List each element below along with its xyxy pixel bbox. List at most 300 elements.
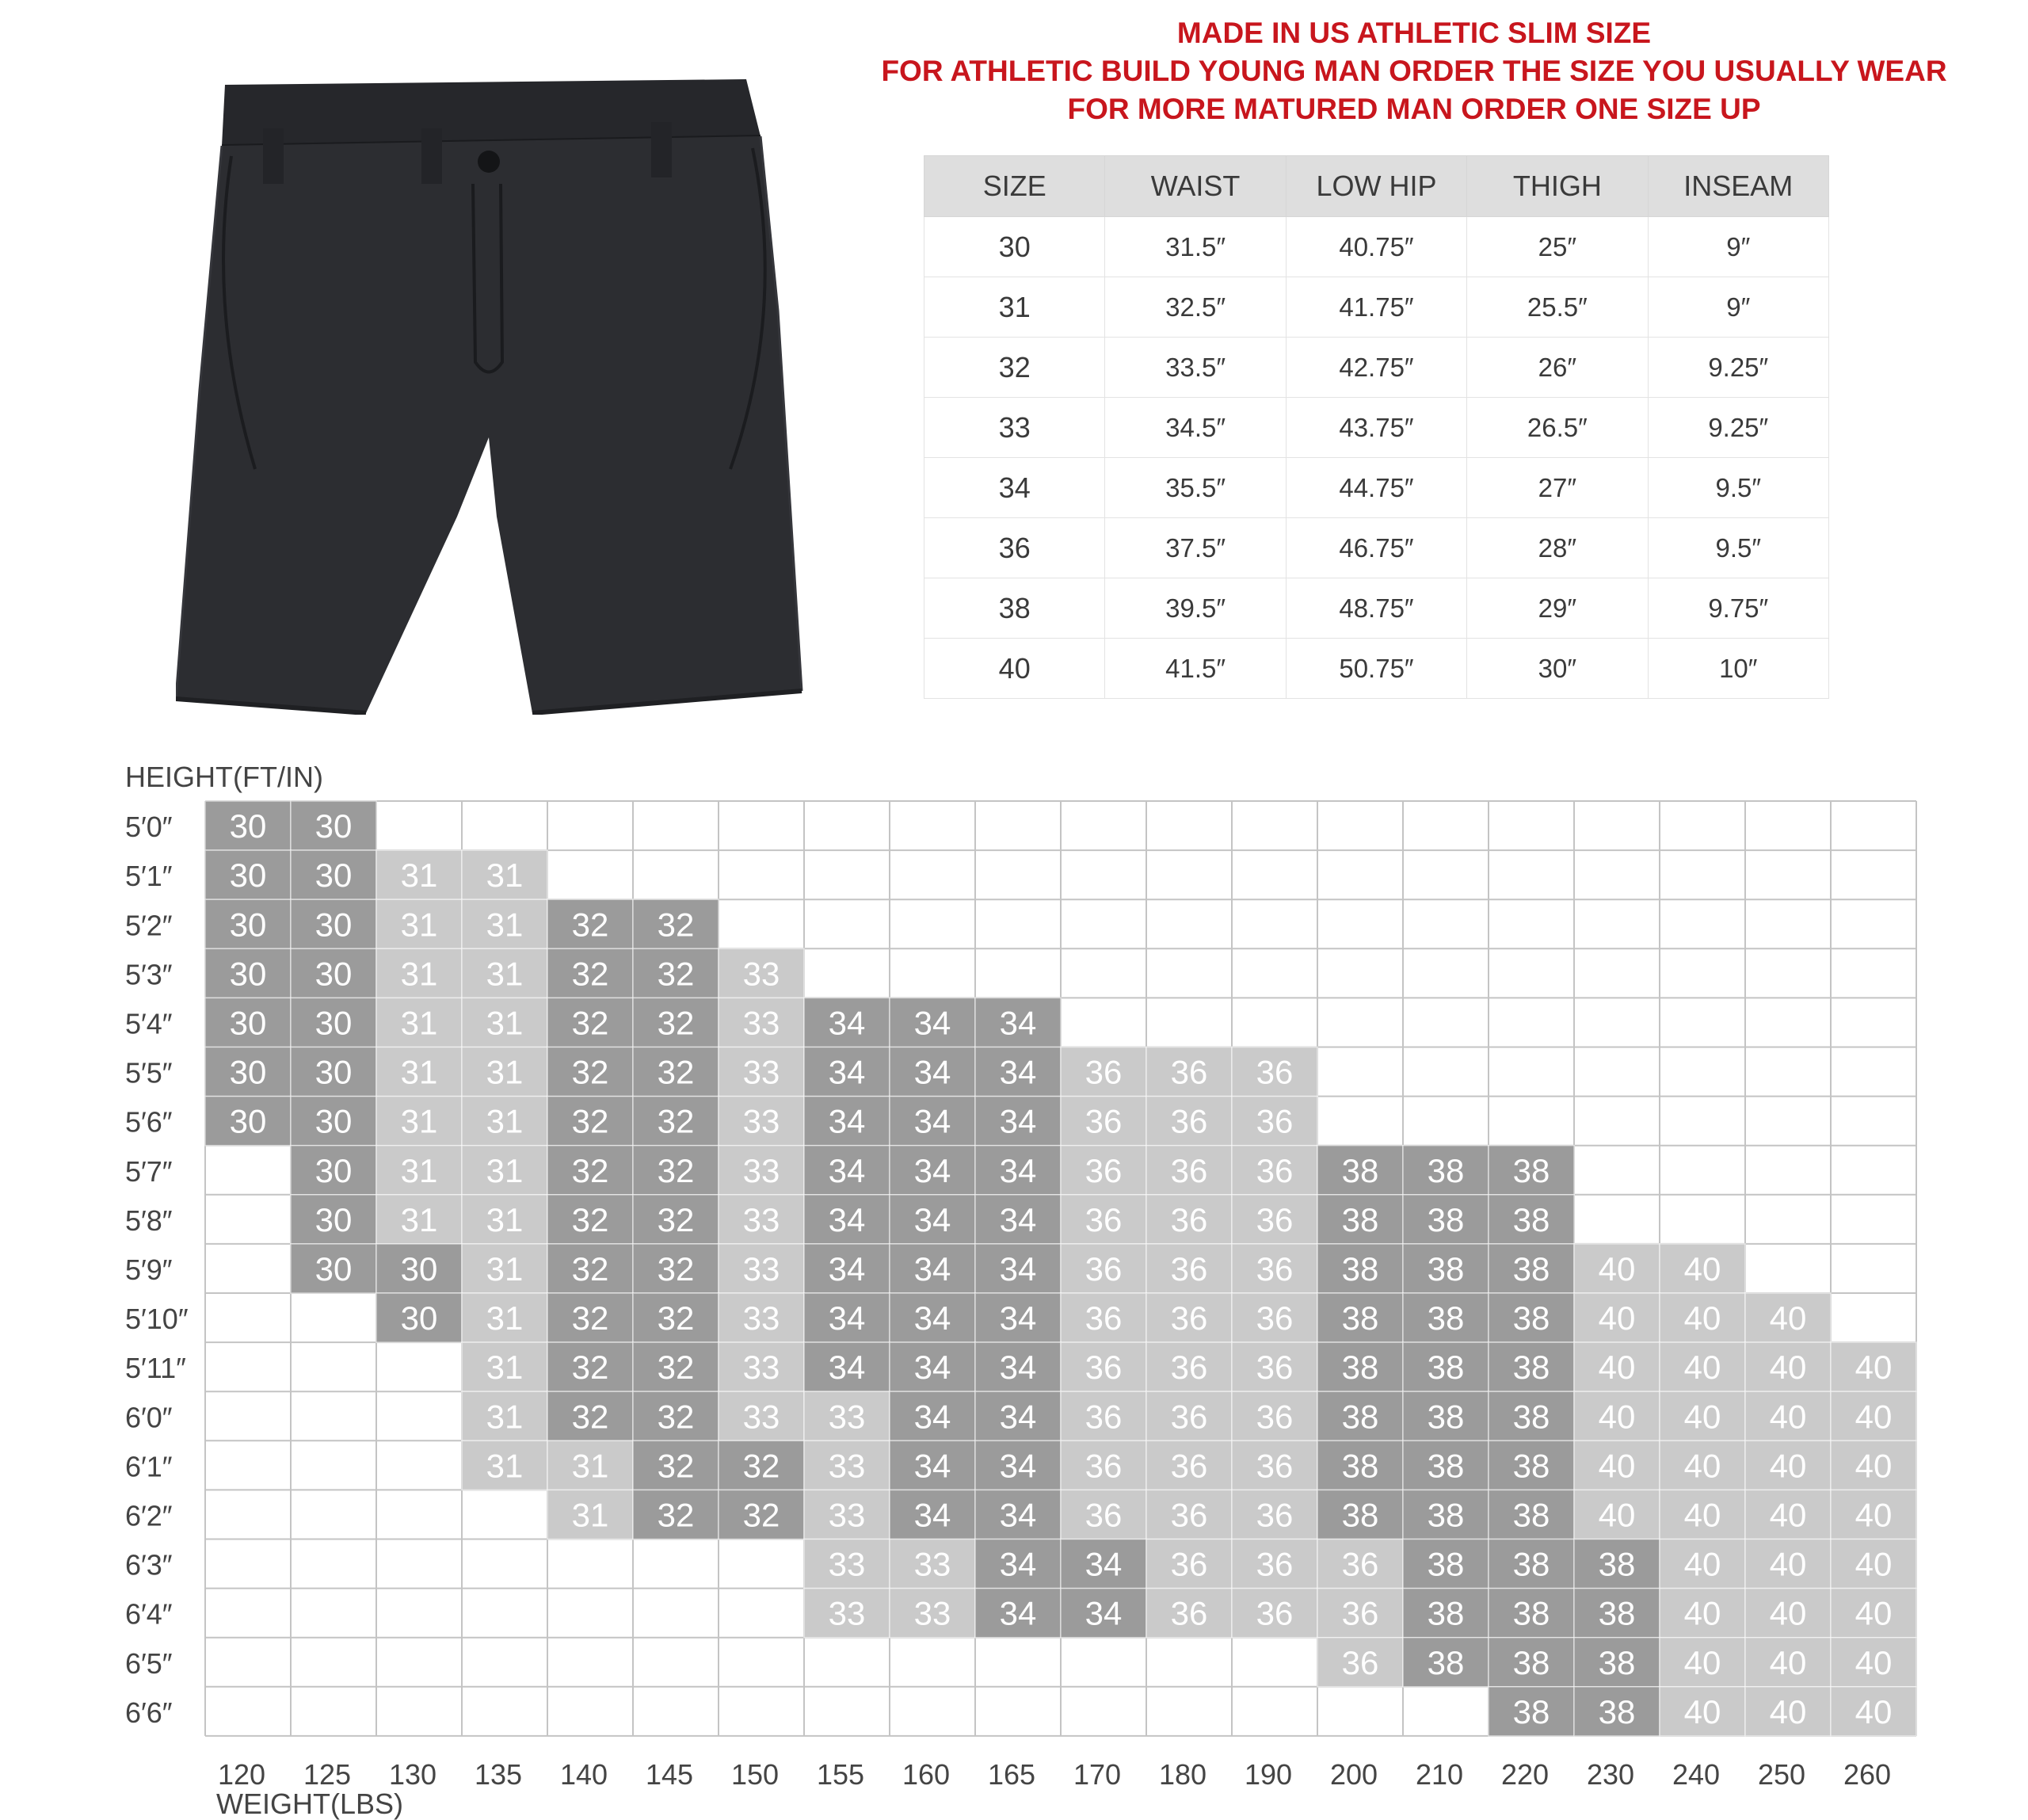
size-cell-label: 32 <box>571 1349 609 1387</box>
size-cell-label: 30 <box>229 1102 267 1140</box>
size-cell-label: 38 <box>1427 1349 1465 1387</box>
size-cell-label: 30 <box>314 1102 353 1140</box>
size-cell-label: 38 <box>1427 1151 1465 1189</box>
size-cell-label: 38 <box>1427 1299 1465 1337</box>
size-cell-label: 31 <box>486 1053 524 1091</box>
size-cell-label: 34 <box>999 1398 1037 1436</box>
size-cell-label: 30 <box>229 1004 267 1042</box>
headline-line-1: MADE IN US ATHLETIC SLIM SIZE <box>1176 17 1652 49</box>
size-cell-label: 38 <box>1427 1398 1465 1436</box>
measurement-cell: 9.5″ <box>1648 518 1828 578</box>
measurement-cell: 10″ <box>1648 639 1828 699</box>
size-cell-label: 40 <box>1683 1349 1721 1387</box>
size-cell-label: 32 <box>571 1151 609 1189</box>
size-cell-label: 34 <box>828 1151 866 1189</box>
y-tick-label: 5′0″ <box>125 811 173 844</box>
size-cell-label: 34 <box>1085 1545 1123 1583</box>
size-cell-label: 34 <box>828 1299 866 1337</box>
size-cell-label: 38 <box>1512 1447 1550 1485</box>
size-cell-label: 31 <box>486 1102 524 1140</box>
y-tick-label: 6′0″ <box>125 1401 173 1434</box>
measurement-cell: 40.75″ <box>1286 217 1466 277</box>
measurement-cell: 27″ <box>1467 458 1648 518</box>
measurement-cell: 37.5″ <box>1105 518 1286 578</box>
size-cell-label: 38 <box>1341 1447 1379 1485</box>
size-cell-label: 36 <box>1256 1102 1294 1140</box>
size-cell-label: 38 <box>1512 1692 1550 1730</box>
size-cell-label: 38 <box>1512 1496 1550 1534</box>
size-cell-label: 38 <box>1512 1250 1550 1288</box>
size-cell-label: 36 <box>1085 1250 1123 1288</box>
size-cell-label: 33 <box>742 1250 780 1288</box>
size-cell: 38 <box>924 578 1105 639</box>
size-cell-label: 30 <box>314 1004 353 1042</box>
col-header-size: SIZE <box>924 156 1105 217</box>
size-cell-label: 36 <box>1170 1151 1208 1189</box>
size-cell-label: 31 <box>400 1004 438 1042</box>
x-tick-label: 155 <box>816 1758 865 1791</box>
size-cell-label: 34 <box>999 1299 1037 1337</box>
size-cell-label: 31 <box>400 857 438 895</box>
size-cell-label: 34 <box>913 1447 951 1485</box>
size-cell-label: 36 <box>1256 1250 1294 1288</box>
size-cell-label: 30 <box>314 955 353 993</box>
size-cell-label: 32 <box>657 955 695 993</box>
size-cell-label: 36 <box>1085 1299 1123 1337</box>
size-cell-label: 36 <box>1170 1594 1208 1632</box>
size-cell-label: 40 <box>1598 1250 1636 1288</box>
size-cell-label: 38 <box>1512 1594 1550 1632</box>
size-cell-label: 34 <box>913 1151 951 1189</box>
size-cell-label: 34 <box>913 1053 951 1091</box>
size-cell-label: 36 <box>1085 1200 1123 1238</box>
size-cell-label: 38 <box>1427 1545 1465 1583</box>
size-cell: 30 <box>924 217 1105 277</box>
x-axis-ticks <box>218 1758 1891 1791</box>
col-header-waist: WAIST <box>1105 156 1286 217</box>
size-cell-label: 30 <box>314 857 353 895</box>
size-cell-label: 40 <box>1769 1594 1807 1632</box>
size-cell-label: 38 <box>1427 1250 1465 1288</box>
size-cell-label: 34 <box>999 1545 1037 1583</box>
col-header-inseam: INSEAM <box>1648 156 1828 217</box>
size-cell-label: 38 <box>1427 1643 1465 1681</box>
measurement-cell: 9″ <box>1648 277 1828 338</box>
size-cell-label: 34 <box>999 1250 1037 1288</box>
size-cell-label: 32 <box>571 1200 609 1238</box>
size-cell-label: 30 <box>314 1250 353 1288</box>
measurement-cell: 9.25″ <box>1648 398 1828 458</box>
size-cell-label: 36 <box>1085 1053 1123 1091</box>
size-cell-label: 40 <box>1855 1496 1893 1534</box>
measurement-cell: 34.5″ <box>1105 398 1286 458</box>
measurement-cell: 29″ <box>1467 578 1648 639</box>
size-cell-label: 34 <box>999 1447 1037 1485</box>
size-cell-label: 36 <box>1256 1299 1294 1337</box>
y-tick-label: 6′6″ <box>125 1696 173 1729</box>
x-tick-label: 260 <box>1843 1758 1892 1791</box>
size-cell-label: 32 <box>657 1004 695 1042</box>
size-cell-label: 38 <box>1512 1545 1550 1583</box>
measurement-cell: 33.5″ <box>1105 338 1286 398</box>
size-cell-label: 36 <box>1085 1151 1123 1189</box>
size-cell-label: 30 <box>229 1053 267 1091</box>
size-cell-label: 31 <box>400 906 438 944</box>
size-cell-label: 38 <box>1341 1398 1379 1436</box>
headline-line-3: FOR MORE MATURED MAN ORDER ONE SIZE UP <box>1067 93 1761 125</box>
size-cell-label: 40 <box>1683 1447 1721 1485</box>
y-tick-label: 5′3″ <box>125 958 173 991</box>
size-cell-label: 40 <box>1855 1398 1893 1436</box>
size-cell-label: 40 <box>1769 1299 1807 1337</box>
measurement-cell: 30″ <box>1467 639 1648 699</box>
size-cell-label: 36 <box>1170 1053 1208 1091</box>
x-tick-label: 180 <box>1158 1758 1207 1791</box>
size-cell-label: 36 <box>1170 1250 1208 1288</box>
x-tick-label: 150 <box>730 1758 780 1791</box>
size-cell-label: 36 <box>1170 1398 1208 1436</box>
y-tick-label: 5′5″ <box>125 1056 173 1089</box>
size-cell-label: 38 <box>1341 1151 1379 1189</box>
size-cell-label: 32 <box>571 1398 609 1436</box>
y-tick-label: 6′3″ <box>125 1548 173 1582</box>
y-axis-title: HEIGHT(FT/IN) <box>125 761 323 793</box>
size-cell-label: 38 <box>1341 1299 1379 1337</box>
headline-line-2: FOR ATHLETIC BUILD YOUNG MAN ORDER THE SIZE YOU USUALLY WEAR <box>881 55 1947 87</box>
size-cell-label: 34 <box>828 1102 866 1140</box>
size-cell-label: 32 <box>657 1349 695 1387</box>
size-cell-label: 33 <box>742 1299 780 1337</box>
size-cell-label: 36 <box>1341 1643 1379 1681</box>
size-cell-label: 32 <box>657 1151 695 1189</box>
size-cell-label: 34 <box>999 1349 1037 1387</box>
size-cell-label: 36 <box>1085 1447 1123 1485</box>
measurement-cell: 9″ <box>1648 217 1828 277</box>
size-cell-label: 33 <box>742 1349 780 1387</box>
size-cell-label: 32 <box>742 1496 780 1534</box>
measurement-cell: 43.75″ <box>1286 398 1466 458</box>
size-cell-label: 34 <box>913 1102 951 1140</box>
size-cell-label: 34 <box>828 1349 866 1387</box>
size-cell-label: 40 <box>1598 1349 1636 1387</box>
size-cell: 40 <box>924 639 1105 699</box>
size-cell-label: 30 <box>229 807 267 845</box>
size-cell-label: 33 <box>742 1200 780 1238</box>
x-tick-label: 220 <box>1500 1758 1550 1791</box>
size-cell: 34 <box>924 458 1105 518</box>
x-tick-label: 200 <box>1329 1758 1378 1791</box>
size-cell-label: 38 <box>1341 1200 1379 1238</box>
size-cell-label: 40 <box>1598 1299 1636 1337</box>
size-cell-label: 32 <box>571 1053 609 1091</box>
y-tick-label: 5′6″ <box>125 1105 173 1139</box>
size-cell-label: 31 <box>486 1349 524 1387</box>
size-cell-label: 40 <box>1769 1398 1807 1436</box>
measurement-cell: 46.75″ <box>1286 518 1466 578</box>
size-cell-label: 32 <box>571 955 609 993</box>
size-cell-label: 38 <box>1341 1349 1379 1387</box>
size-cell-label: 40 <box>1598 1398 1636 1436</box>
y-axis-ticks <box>125 811 189 1729</box>
size-cell-label: 40 <box>1769 1545 1807 1583</box>
size-cell-label: 40 <box>1855 1594 1893 1632</box>
size-cell-label: 38 <box>1427 1200 1465 1238</box>
size-cell-label: 38 <box>1598 1643 1636 1681</box>
size-cell-label: 32 <box>657 1299 695 1337</box>
size-cell-label: 33 <box>742 1398 780 1436</box>
size-cell-label: 31 <box>571 1496 609 1534</box>
size-cell-label: 40 <box>1769 1349 1807 1387</box>
size-cell-label: 31 <box>400 1200 438 1238</box>
y-tick-label: 5′8″ <box>125 1204 173 1237</box>
size-cell-label: 40 <box>1683 1496 1721 1534</box>
size-cell-label: 36 <box>1085 1349 1123 1387</box>
size-cell-label: 33 <box>742 1004 780 1042</box>
size-cell-label: 32 <box>657 1200 695 1238</box>
size-cell-label: 30 <box>229 906 267 944</box>
size-cell: 36 <box>924 518 1105 578</box>
x-tick-label: 250 <box>1757 1758 1806 1791</box>
measurement-cell: 9.25″ <box>1648 338 1828 398</box>
measurement-cell: 41.5″ <box>1105 639 1286 699</box>
measurement-cell: 35.5″ <box>1105 458 1286 518</box>
size-cell-label: 38 <box>1427 1496 1465 1534</box>
size-cell-label: 40 <box>1855 1447 1893 1485</box>
size-cell-label: 32 <box>657 1250 695 1288</box>
col-header-low-hip: LOW HIP <box>1286 156 1466 217</box>
size-cell-label: 31 <box>486 1004 524 1042</box>
x-tick-label: 125 <box>303 1758 352 1791</box>
x-tick-label: 130 <box>388 1758 437 1791</box>
y-tick-label: 5′2″ <box>125 909 173 942</box>
y-tick-label: 5′9″ <box>125 1253 173 1286</box>
measurement-cell: 28″ <box>1467 518 1648 578</box>
x-tick-label: 240 <box>1672 1758 1721 1791</box>
size-cell-label: 36 <box>1341 1545 1379 1583</box>
size-cell-label: 33 <box>828 1594 866 1632</box>
size-cell-label: 30 <box>400 1299 438 1337</box>
size-cell-label: 38 <box>1598 1545 1636 1583</box>
size-cell-label: 38 <box>1512 1643 1550 1681</box>
measurement-cell: 31.5″ <box>1105 217 1286 277</box>
y-tick-label: 5′4″ <box>125 1007 173 1040</box>
size-cell-label: 30 <box>314 906 353 944</box>
size-cell-label: 38 <box>1341 1496 1379 1534</box>
size-cell-label: 34 <box>913 1496 951 1534</box>
col-header-thigh: THIGH <box>1467 156 1648 217</box>
size-cell-label: 34 <box>999 1004 1037 1042</box>
size-cell-label: 40 <box>1855 1692 1893 1730</box>
size-cell-label: 36 <box>1170 1200 1208 1238</box>
size-cell-label: 36 <box>1170 1299 1208 1337</box>
size-cell-label: 31 <box>486 1200 524 1238</box>
size-cell-label: 34 <box>913 1349 951 1387</box>
size-cell-label: 34 <box>913 1200 951 1238</box>
size-cell-label: 40 <box>1683 1398 1721 1436</box>
size-cell-label: 34 <box>999 1102 1037 1140</box>
size-cell-label: 32 <box>571 906 609 944</box>
size-cell-label: 40 <box>1769 1643 1807 1681</box>
size-cell-label: 38 <box>1512 1398 1550 1436</box>
size-cell-label: 34 <box>828 1004 866 1042</box>
size-cell-label: 34 <box>828 1053 866 1091</box>
x-tick-label: 170 <box>1073 1758 1122 1791</box>
measurement-cell: 50.75″ <box>1286 639 1466 699</box>
size-cell-label: 38 <box>1598 1692 1636 1730</box>
y-tick-label: 5′7″ <box>125 1154 173 1188</box>
measurement-cell: 39.5″ <box>1105 578 1286 639</box>
size-cell-label: 34 <box>999 1594 1037 1632</box>
x-tick-label: 230 <box>1586 1758 1635 1791</box>
size-cell-label: 40 <box>1769 1447 1807 1485</box>
x-tick-label: 190 <box>1244 1758 1293 1791</box>
size-cell-label: 36 <box>1256 1349 1294 1387</box>
x-tick-label: 165 <box>987 1758 1036 1791</box>
size-cell-label: 36 <box>1341 1594 1379 1632</box>
measurement-cell: 26″ <box>1467 338 1648 398</box>
size-cell-label: 32 <box>571 1250 609 1288</box>
size-cell-label: 36 <box>1170 1447 1208 1485</box>
size-cell-label: 40 <box>1855 1545 1893 1583</box>
size-cell-label: 38 <box>1598 1594 1636 1632</box>
size-cell-label: 33 <box>742 1102 780 1140</box>
size-cell-label: 34 <box>999 1151 1037 1189</box>
y-tick-label: 6′5″ <box>125 1646 173 1680</box>
size-cell-label: 30 <box>314 1200 353 1238</box>
size-cell-label: 31 <box>486 857 524 895</box>
size-cell-label: 36 <box>1085 1102 1123 1140</box>
measurement-cell: 25.5″ <box>1467 277 1648 338</box>
size-cell-label: 33 <box>828 1545 866 1583</box>
size-cell-label: 40 <box>1855 1643 1893 1681</box>
measurement-cell: 32.5″ <box>1105 277 1286 338</box>
size-cell-label: 34 <box>913 1398 951 1436</box>
size-cell-label: 32 <box>657 906 695 944</box>
size-cell-label: 34 <box>913 1299 951 1337</box>
size-cell-label: 40 <box>1683 1250 1721 1288</box>
size-cell-label: 32 <box>657 1496 695 1534</box>
size-cell-label: 36 <box>1256 1594 1294 1632</box>
size-cell-label: 38 <box>1427 1447 1465 1485</box>
size-cell-label: 31 <box>486 906 524 944</box>
size-cell-label: 31 <box>486 1398 524 1436</box>
x-tick-label: 135 <box>474 1758 523 1791</box>
x-tick-label: 210 <box>1415 1758 1464 1791</box>
size-cell-label: 31 <box>400 1151 438 1189</box>
size-cell-label: 31 <box>400 1053 438 1091</box>
size-cell-label: 36 <box>1256 1545 1294 1583</box>
size-cell-label: 32 <box>657 1447 695 1485</box>
size-cell-label: 31 <box>486 955 524 993</box>
size-cell-label: 34 <box>828 1250 866 1288</box>
measurement-cell: 48.75″ <box>1286 578 1466 639</box>
size-cell-label: 33 <box>742 1053 780 1091</box>
size-cell-label: 34 <box>999 1200 1037 1238</box>
y-tick-label: 6′1″ <box>125 1450 173 1483</box>
y-tick-label: 5′11″ <box>125 1352 186 1385</box>
size-cell-label: 40 <box>1683 1299 1721 1337</box>
size-cell-label: 36 <box>1085 1496 1123 1534</box>
size-cell-label: 38 <box>1512 1200 1550 1238</box>
x-tick-label: 120 <box>217 1758 266 1791</box>
x-tick-label: 160 <box>902 1758 951 1791</box>
size-cell-label: 40 <box>1683 1643 1721 1681</box>
size-cell-label: 31 <box>486 1299 524 1337</box>
size-cell-label: 33 <box>828 1496 866 1534</box>
size-cell-label: 34 <box>913 1250 951 1288</box>
size-cell-label: 33 <box>913 1594 951 1632</box>
size-cell-label: 31 <box>400 1102 438 1140</box>
size-cell-label: 40 <box>1855 1349 1893 1387</box>
size-cell-label: 34 <box>913 1004 951 1042</box>
y-tick-label: 6′2″ <box>125 1499 173 1532</box>
size-cell-label: 40 <box>1683 1545 1721 1583</box>
y-tick-label: 6′4″ <box>125 1597 173 1631</box>
size-cell-label: 40 <box>1598 1447 1636 1485</box>
size-cell-label: 36 <box>1256 1200 1294 1238</box>
size-cell-label: 36 <box>1170 1349 1208 1387</box>
size-cell-label: 33 <box>828 1447 866 1485</box>
size-cell-label: 36 <box>1170 1102 1208 1140</box>
size-cell-label: 30 <box>314 1151 353 1189</box>
size-cell-label: 33 <box>742 955 780 993</box>
size-cell-label: 34 <box>828 1200 866 1238</box>
size-cell-label: 30 <box>314 807 353 845</box>
size-cell-label: 38 <box>1512 1349 1550 1387</box>
size-cell-label: 30 <box>229 955 267 993</box>
x-axis-title: WEIGHT(LBS) <box>216 1788 404 1820</box>
size-cell-label: 40 <box>1769 1496 1807 1534</box>
measurement-cell: 25″ <box>1467 217 1648 277</box>
size-cell: 33 <box>924 398 1105 458</box>
size-cell-label: 40 <box>1683 1594 1721 1632</box>
measurement-cell: 9.75″ <box>1648 578 1828 639</box>
size-cell-label: 40 <box>1683 1692 1721 1730</box>
size-cell-label: 34 <box>999 1496 1037 1534</box>
size-cell: 31 <box>924 277 1105 338</box>
size-cell-label: 31 <box>486 1250 524 1288</box>
x-tick-label: 140 <box>559 1758 608 1791</box>
size-cell-label: 31 <box>486 1151 524 1189</box>
size-cell-label: 36 <box>1256 1447 1294 1485</box>
size-cell-label: 36 <box>1170 1545 1208 1583</box>
size-cell-label: 31 <box>571 1447 609 1485</box>
size-cell-label: 32 <box>742 1447 780 1485</box>
size-cell-label: 30 <box>229 857 267 895</box>
size-cell-label: 38 <box>1512 1151 1550 1189</box>
size-cell-label: 36 <box>1085 1398 1123 1436</box>
size-cell-label: 32 <box>657 1053 695 1091</box>
size-cell-label: 40 <box>1598 1496 1636 1534</box>
size-cell-label: 36 <box>1256 1496 1294 1534</box>
size-cell-label: 40 <box>1769 1692 1807 1730</box>
size-cell-label: 34 <box>999 1053 1037 1091</box>
size-cell-label: 30 <box>314 1053 353 1091</box>
x-tick-label: 145 <box>645 1758 694 1791</box>
y-tick-label: 5′1″ <box>125 860 173 893</box>
y-tick-label: 5′10″ <box>125 1303 189 1336</box>
size-cell-label: 31 <box>486 1447 524 1485</box>
size-cell-label: 30 <box>400 1250 438 1288</box>
size-cell-label: 38 <box>1512 1299 1550 1337</box>
size-cell-label: 31 <box>400 955 438 993</box>
size-cell-label: 32 <box>571 1102 609 1140</box>
size-cell-label: 32 <box>571 1004 609 1042</box>
size-cell-label: 36 <box>1170 1496 1208 1534</box>
measurement-cell: 42.75″ <box>1286 338 1466 398</box>
size-cell-label: 33 <box>828 1398 866 1436</box>
size-cell-label: 36 <box>1256 1053 1294 1091</box>
